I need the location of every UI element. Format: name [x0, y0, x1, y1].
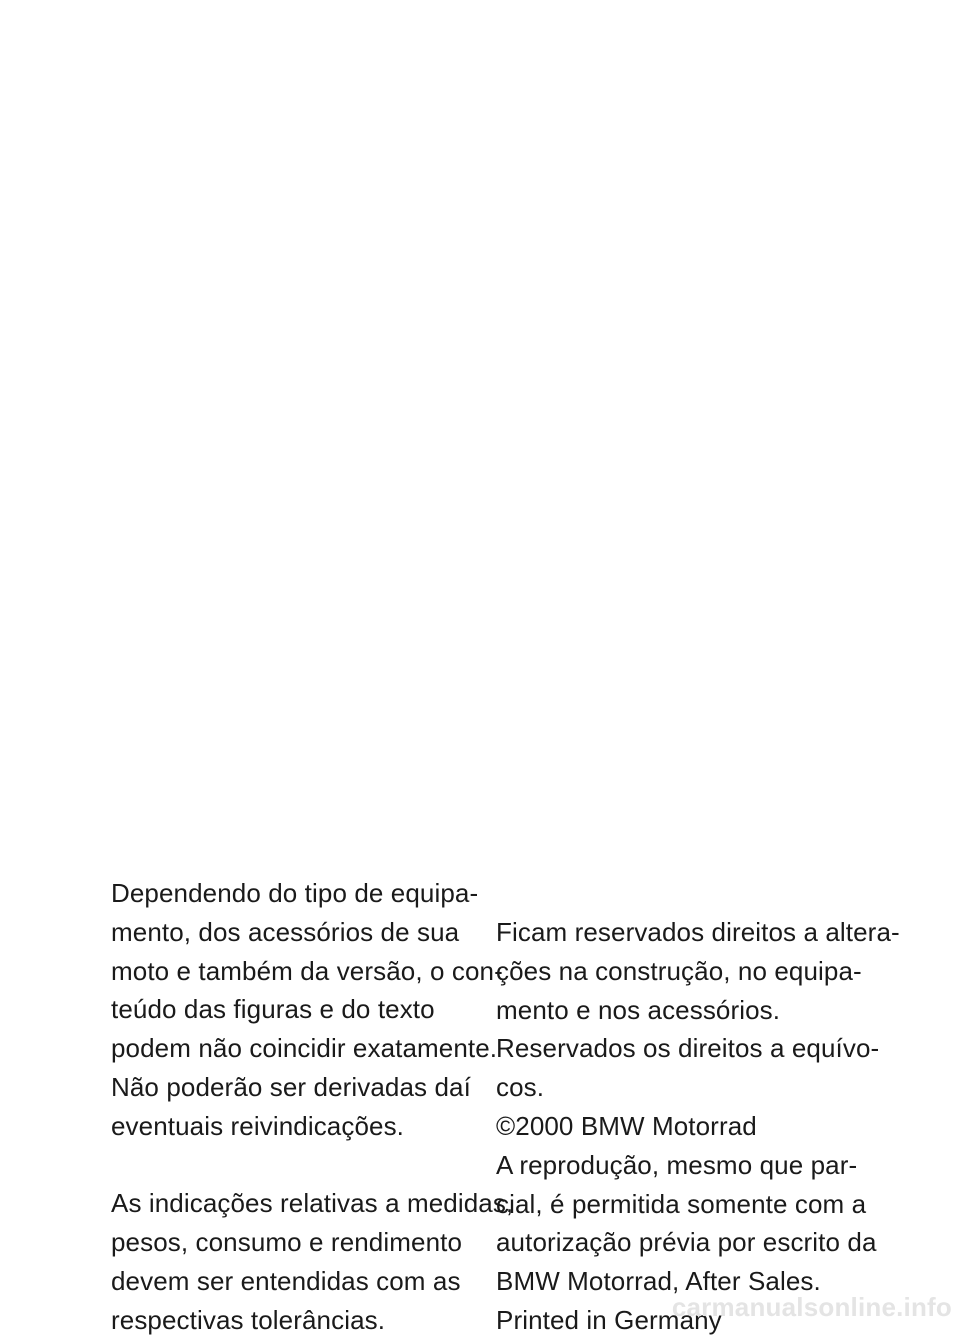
text-line: Ficam reservados direitos a altera-: [496, 917, 900, 947]
text-line: Reservados os direitos a equívo-: [496, 1033, 880, 1064]
right-text-column: [496, 913, 900, 1340]
text-line: Dependendo do tipo de equipa-: [111, 878, 479, 908]
text-line: mento e nos acessórios.: [496, 994, 781, 1025]
watermark: carmanualsonline.info: [671, 1292, 952, 1322]
text-line: BMW Motorrad, After Sales.: [496, 1266, 821, 1297]
text-line: Não poderão ser derivadas daí: [111, 1071, 471, 1102]
printed-in-line: Printed in Germany: [496, 1304, 722, 1335]
text-line: devem ser entendidas com as: [111, 1265, 461, 1296]
text-line: respectivas tolerâncias.: [111, 1304, 386, 1335]
text-line: As indicações relativas a medidas,: [111, 1188, 514, 1219]
text-line: moto e também da versão, o con-: [111, 955, 503, 986]
text-line: pesos, consumo e rendimento: [111, 1227, 463, 1258]
text-line: eventuais reivindicações.: [111, 1110, 404, 1141]
text-line: autorização prévia por escrito da: [496, 1227, 877, 1258]
tolerances-paragraph: [111, 1184, 513, 1339]
left-text-column: [111, 874, 513, 1340]
text-line: cos.: [496, 1072, 545, 1103]
text-line: A reprodução, mesmo que par-: [496, 1149, 858, 1180]
text-line: mento, dos acessórios de sua: [111, 916, 460, 947]
text-line: ções na construção, no equipa-: [496, 955, 862, 986]
text-line: cial, é permitida somente com a: [496, 1188, 867, 1219]
rights-paragraph: [496, 913, 900, 1340]
text-line: teúdo das figuras e do texto: [111, 994, 435, 1025]
paragraph-gap: [111, 1146, 513, 1185]
text-line: podem não coincidir exatamente.: [111, 1033, 498, 1064]
copyright-line: ©2000 BMW Motorrad: [496, 1110, 757, 1141]
disclaimer-paragraph: [111, 874, 513, 1146]
